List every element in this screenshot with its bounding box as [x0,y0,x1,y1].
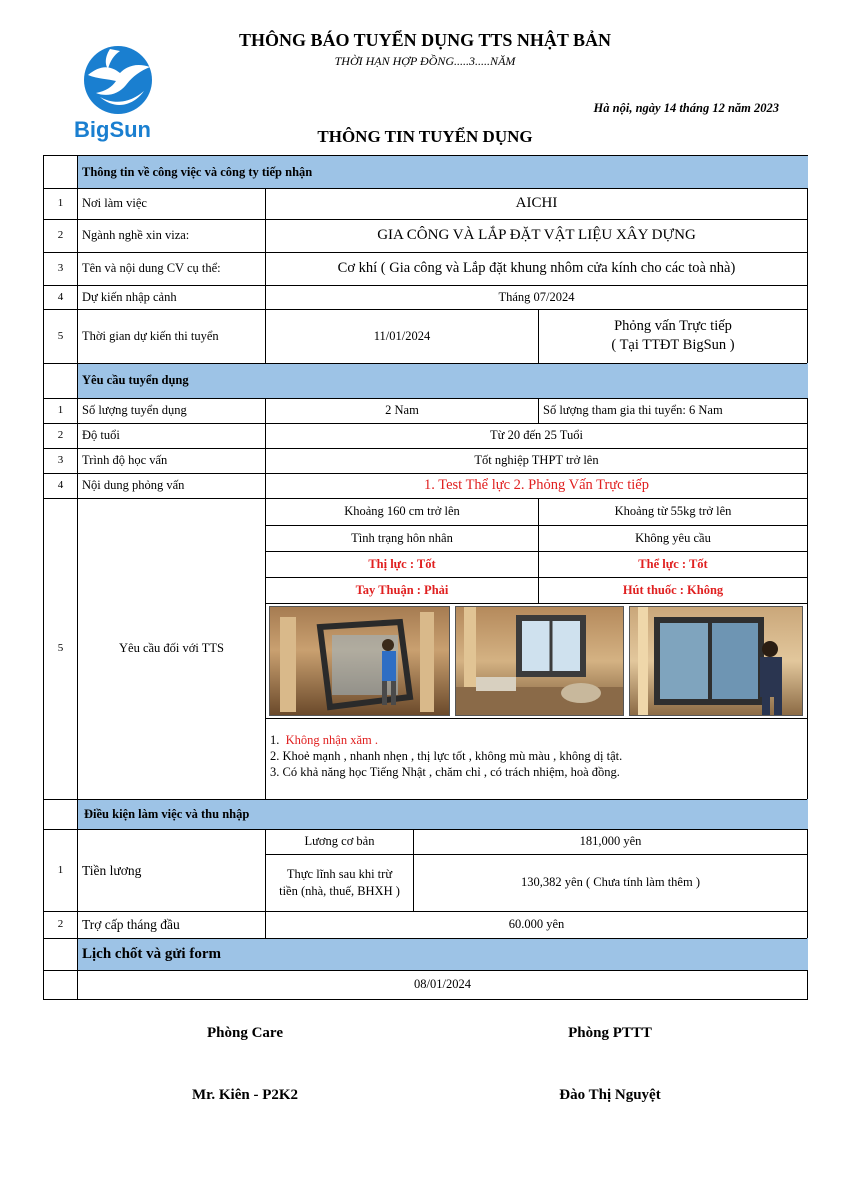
exam-time-label: Thời gian dự kiến thi tuyển [82,328,219,343]
job-detail-label: Tên và nội dung CV cụ thể: [82,261,221,275]
section-heading: THÔNG TIN TUYỂN DỤNG [317,127,533,146]
fitness-requirement: Thể lực : Tốt [638,556,708,571]
logo-text: BigSun [74,117,151,142]
base-salary-label: Lương cơ bản [304,834,375,848]
salary-label: Tiền lương [82,862,142,878]
smoking-requirement: Hút thuốc : Không [622,582,724,597]
left-department: Phòng Care [207,1025,283,1041]
row-number: 1 [57,197,64,209]
workplace-label: Nơi làm việc [82,196,147,210]
education-label: Trình độ học vấn [82,453,168,467]
recruitment-table [43,155,808,1000]
hand-requirement: Tay Thuận : Phải [355,582,449,597]
worksite-photo [629,606,803,716]
worksite-photo [455,606,624,716]
entry-value: Tháng 07/2024 [498,289,575,304]
exam-participants: Số lượng tham gia thi tuyển: 6 Nam [543,403,723,417]
note-2: 2. Khoẻ mạnh , nhanh nhẹn , thị lực tốt , không mù màu , không dị tật. [270,749,623,763]
row-number: 2 [57,429,64,441]
base-salary-value: 181,000 yên [579,834,642,848]
age-value: Từ 20 đến 25 Tuổi [490,428,583,442]
allowance-label: Trợ cấp tháng đầu [82,917,180,932]
note-1 [270,732,800,748]
eyesight-requirement: Thị lực : Tốt [368,556,436,571]
exam-date-value: 11/01/2024 [373,328,431,343]
left-signer: Mr. Kiên - P2K2 [191,1087,299,1103]
exam-method-line1: Phỏng vấn Trực tiếp [614,318,732,334]
quantity-label: Số lượng tuyển dụng [82,403,187,417]
row-number: 3 [57,262,64,274]
requirement-notes [270,732,800,780]
right-department: Phòng PTTT [568,1025,652,1041]
workplace-value: AICHI [515,195,558,211]
note-1-number: 1. [270,733,280,747]
quantity-value: 2 Nam [385,403,419,417]
interview-label: Nội dung phỏng vấn [82,478,185,492]
entry-label: Dự kiến nhập cảnh [82,289,177,304]
height-requirement: Khoảng 160 cm trở lên [344,504,460,518]
note-3: 3. Có khả năng học Tiếng Nhật , chăm chỉ , có trách nhiệm, hoà đồng. [270,765,620,779]
deadline-value: 08/01/2024 [414,977,471,991]
section2-title: Yêu cầu tuyển dụng [82,373,189,387]
exam-method-line2: ( Tại TTĐT BigSun ) [611,337,735,353]
net-salary-label [266,854,413,911]
row-number: 5 [57,642,64,654]
net-salary-label-line1: Thực lĩnh sau khi trừ [286,866,393,881]
row-number: 2 [57,229,64,241]
row-number: 1 [57,404,64,416]
education-value: Tốt nghiệp THPT trở lên [474,453,599,467]
issue-date: Hà nội, ngày 14 tháng 12 năm 2023 [593,101,779,115]
row-number: 5 [57,329,64,342]
bigsun-logo [70,35,170,145]
marital-label: Tình trạng hôn nhân [351,530,453,545]
section3-title: Điều kiện làm việc và thu nhập [84,806,250,821]
visa-job-label: Ngành nghề xin viza: [82,228,190,242]
exam-method [539,309,807,363]
marital-value: Không yêu cầu [635,530,711,545]
row-number: 3 [57,454,64,466]
allowance-value: 60.000 yên [508,917,565,931]
tts-requirements-label: Yêu cầu đối với TTS [119,641,224,655]
section4-title: Lịch chốt và gửi form [82,945,221,962]
worksite-photo [269,606,450,716]
row-number: 4 [57,290,64,303]
net-salary-value: 130,382 yên ( Chưa tính làm thêm ) [521,875,700,889]
section1-title: Thông tin về công việc và công ty tiếp nhận [82,164,313,179]
row-number: 2 [57,918,64,930]
note-1-text: Không nhận xăm . [285,733,378,747]
weight-requirement: Khoảng từ 55kg trở lên [614,504,732,518]
document-title: THÔNG BÁO TUYỂN DỤNG TTS NHẬT BẢN [238,30,612,50]
row-number: 1 [57,863,64,876]
job-detail-value: Cơ khí ( Gia công và Lắp đặt khung nhôm cửa kính cho các toà nhà) [337,260,736,276]
row-number: 4 [57,479,64,491]
right-signer: Đào Thị Nguyệt [559,1087,661,1103]
age-label: Độ tuổi [82,428,120,442]
interview-value: 1. Test Thể lực 2. Phỏng Vấn Trực tiếp [424,477,649,493]
contract-term: THỜI HẠN HỢP ĐỒNG.....3.....NĂM [334,54,516,68]
net-salary-label-line2: tiền (nhà, thuế, BHXH ) [279,883,400,898]
visa-job-value: GIA CÔNG VÀ LẮP ĐẶT VẬT LIỆU XÂY DỰNG [377,227,696,243]
